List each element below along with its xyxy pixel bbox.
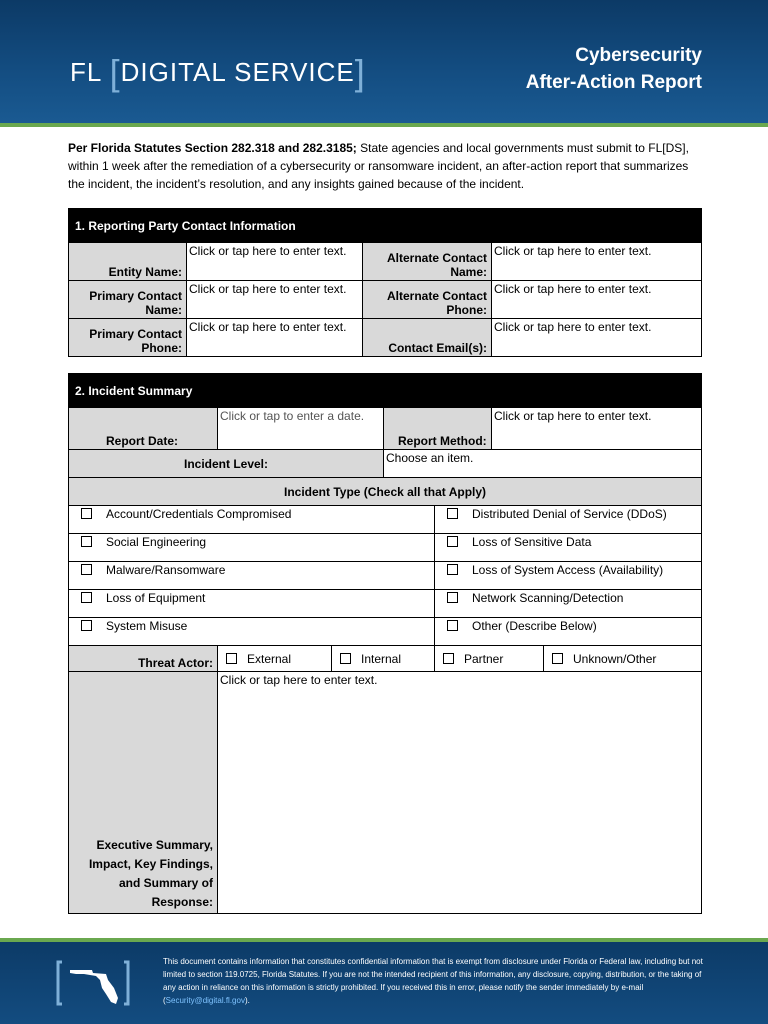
intro-statute: Per Florida Statutes Section 282.318 and 282.3185;	[68, 141, 357, 155]
option-label: Partner	[464, 651, 504, 666]
checkbox-icon[interactable]	[447, 592, 458, 603]
report-method-label: Report Method:	[384, 408, 492, 450]
checkbox-icon[interactable]	[552, 653, 563, 664]
incident-type-option[interactable]	[69, 590, 435, 618]
notice-text: This document contains information that constitutes confidential information that is exempt from disclosure under Florida or Federal law, including but not limited to section 119.0725, Florida Statutes. If you are not the intended recipient of this information, any disclosure, copying, distribution, or the taking of any action in reliance on this information is strictly prohibited. If you received this in error, please notify the sender immediately by e-mail (	[163, 957, 703, 1005]
option-label: Account/Credentials Compromised	[106, 507, 292, 521]
incident-type-option[interactable]	[435, 590, 702, 618]
entity-name-label: Entity Name:	[69, 243, 187, 281]
option-label: Loss of Sensitive Data	[472, 535, 592, 549]
contact-email-field[interactable]: Click or tap here to enter text.	[492, 319, 702, 357]
primary-contact-name-field[interactable]: Click or tap here to enter text.	[187, 281, 363, 319]
incident-type-option[interactable]	[69, 506, 435, 534]
checkbox-icon[interactable]	[226, 653, 237, 664]
confidentiality-notice	[163, 955, 711, 1007]
report-title-line2: After-Action Report	[525, 72, 702, 93]
option-label: Social Engineering	[106, 535, 207, 549]
checkbox-icon[interactable]	[81, 564, 92, 575]
logo-bracket-open: [	[109, 52, 121, 93]
checkbox-icon[interactable]	[81, 592, 92, 603]
logo-name: DIGITAL SERVICE	[120, 57, 355, 87]
security-email-link[interactable]: Security@digital.fl.gov	[165, 996, 245, 1005]
option-label: Other (Describe Below)	[472, 619, 597, 633]
option-label: Distributed Denial of Service (DDoS)	[472, 507, 667, 521]
incident-level-label: Incident Level:	[69, 450, 384, 478]
alt-contact-name-field[interactable]: Click or tap here to enter text.	[492, 243, 702, 281]
alt-contact-phone-field[interactable]: Click or tap here to enter text.	[492, 281, 702, 319]
option-label: System Misuse	[106, 619, 188, 633]
exec-summary-field[interactable]: Click or tap here to enter text.	[218, 672, 702, 914]
page-footer	[0, 938, 768, 1024]
threat-actor-option[interactable]	[332, 646, 435, 672]
incident-type-option[interactable]	[435, 562, 702, 590]
notice-end: ).	[244, 996, 250, 1005]
option-label: Network Scanning/Detection	[472, 591, 624, 605]
exec-summary-label: Executive Summary, Impact, Key Findings, and Summary of Response:	[69, 672, 218, 914]
incident-type-option[interactable]	[69, 618, 435, 646]
report-date-field[interactable]: Click or tap to enter a date.	[218, 408, 384, 450]
checkbox-icon[interactable]	[447, 536, 458, 547]
reporting-party-table	[68, 208, 702, 357]
incident-type-option[interactable]	[69, 534, 435, 562]
option-label: External	[247, 651, 292, 666]
section2-heading: 2. Incident Summary	[69, 374, 702, 408]
option-label: Loss of System Access (Availability)	[472, 563, 664, 577]
checkbox-icon[interactable]	[447, 564, 458, 575]
incident-type-label: Incident Type (Check all that Apply)	[69, 478, 702, 506]
checkbox-icon[interactable]	[443, 653, 454, 664]
option-label: Loss of Equipment	[106, 591, 206, 605]
checkbox-icon[interactable]	[81, 536, 92, 547]
report-title-line1: Cybersecurity	[575, 45, 702, 66]
fl-digital-service-logo	[70, 52, 366, 94]
incident-type-option[interactable]	[69, 562, 435, 590]
footer-green-stripe	[0, 938, 768, 942]
primary-contact-name-label: Primary Contact Name:	[69, 281, 187, 319]
incident-level-select[interactable]: Choose an item.	[384, 450, 702, 478]
report-date-label: Report Date:	[69, 408, 218, 450]
alt-contact-name-label: Alternate Contact Name:	[363, 243, 492, 281]
checkbox-icon[interactable]	[340, 653, 351, 664]
contact-email-label: Contact Email(s):	[363, 319, 492, 357]
threat-actor-label: Threat Actor:	[69, 646, 218, 672]
alt-contact-phone-label: Alternate Contact Phone:	[363, 281, 492, 319]
incident-type-option[interactable]	[435, 506, 702, 534]
report-title	[526, 42, 702, 96]
entity-name-field[interactable]: Click or tap here to enter text.	[187, 243, 363, 281]
incident-type-option[interactable]	[435, 618, 702, 646]
checkbox-icon[interactable]	[447, 620, 458, 631]
incident-summary-table	[68, 373, 702, 914]
section1-heading: 1. Reporting Party Contact Information	[69, 209, 702, 243]
page-header	[0, 0, 768, 123]
primary-contact-phone-label: Primary Contact Phone:	[69, 319, 187, 357]
primary-contact-phone-field[interactable]: Click or tap here to enter text.	[187, 319, 363, 357]
intro-paragraph	[68, 139, 700, 193]
intro-text: State agencies and local governments must submit to FL[DS], within 1 week after the remediation of a cybersecurity or ransomware incident, an after-action report that summarizes the incident, the incident’s resolution, and any insights gained because of the incident.	[68, 141, 689, 191]
report-method-field[interactable]: Click or tap here to enter text.	[492, 408, 702, 450]
option-label: Unknown/Other	[573, 651, 657, 666]
threat-actor-option[interactable]	[435, 646, 544, 672]
threat-actor-option[interactable]	[218, 646, 332, 672]
logo-fl: FL	[70, 57, 102, 87]
checkbox-icon[interactable]	[81, 508, 92, 519]
option-label: Internal	[361, 651, 402, 666]
option-label: Malware/Ransomware	[106, 563, 226, 577]
threat-actor-option[interactable]	[544, 646, 702, 672]
checkbox-icon[interactable]	[447, 508, 458, 519]
incident-type-option[interactable]	[435, 534, 702, 562]
logo-bracket-close: ]	[354, 52, 366, 93]
florida-logo-icon	[56, 958, 136, 1008]
header-green-stripe	[0, 123, 768, 127]
checkbox-icon[interactable]	[81, 620, 92, 631]
